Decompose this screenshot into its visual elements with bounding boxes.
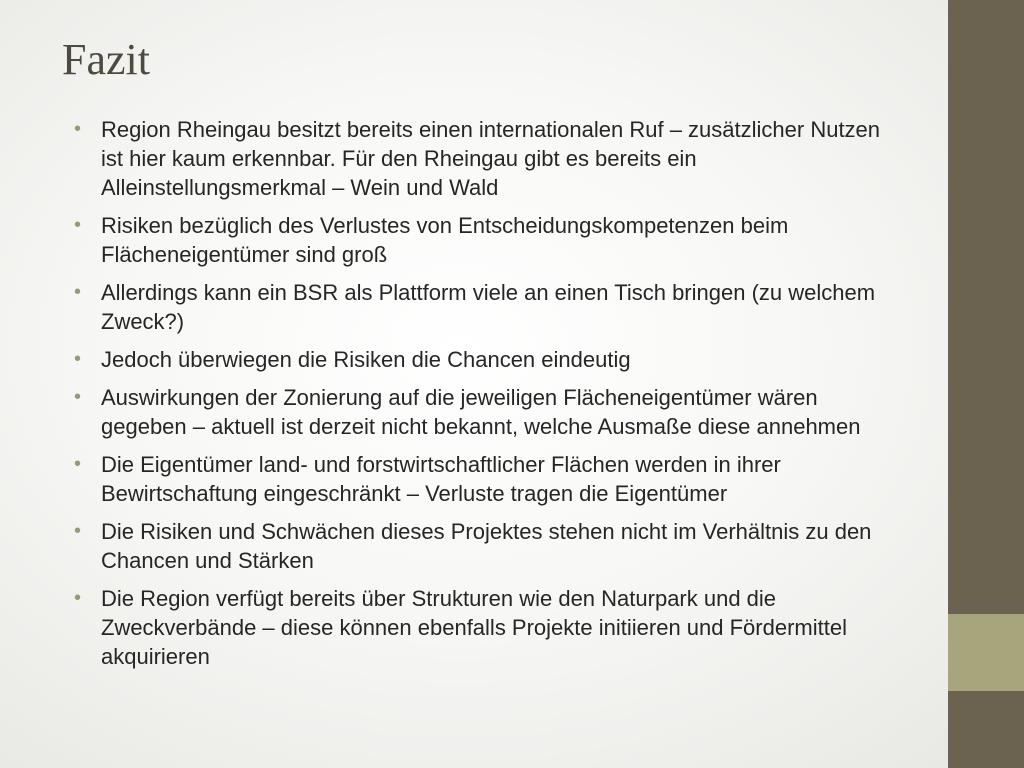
bullet-item: [72, 211, 892, 269]
bullet-icon: •: [74, 214, 82, 236]
bullet-text: Die Region verfügt bereits über Strukturen wie den Naturpark und die Zweckverbände – diese können ebenfalls Projekte initiieren und Fördermittel akquirieren: [101, 586, 847, 669]
bullet-icon: •: [74, 386, 82, 408]
bullet-icon: •: [74, 587, 82, 609]
bullet-text: Risiken bezüglich des Verlustes von Entscheidungskompetenzen beim Flächeneigentümer sind groß: [101, 213, 789, 267]
bullet-item: [72, 115, 892, 202]
bullet-item: [72, 383, 892, 441]
bullet-icon: •: [74, 520, 82, 542]
bullet-text: Auswirkungen der Zonierung auf die jeweiligen Flächeneigentümer wären gegeben – aktuell ist derzeit nicht bekannt, welche Ausmaße diese annehmen: [101, 385, 861, 439]
bullet-text: Die Risiken und Schwächen dieses Projektes stehen nicht im Verhältnis zu den Chancen und Stärken: [101, 519, 872, 573]
bullet-icon: •: [74, 348, 82, 370]
decorative-side-accent: [948, 614, 1024, 691]
bullet-icon: •: [74, 281, 82, 303]
bullet-text: Region Rheingau besitzt bereits einen internationalen Ruf – zusätzlicher Nutzen ist hier kaum erkennbar. Für den Rheingau gibt es bereits ein Alleinstellungsmerkmal – Wein und Wald: [101, 117, 881, 200]
bullet-icon: •: [74, 453, 82, 475]
bullet-item: [72, 278, 892, 336]
bullet-item: [72, 517, 892, 575]
bullet-text: Allerdings kann ein BSR als Plattform viele an einen Tisch bringen (zu welchem Zweck?): [101, 280, 876, 334]
bullet-list: [72, 115, 892, 680]
bullet-item: [72, 584, 892, 671]
bullet-icon: •: [74, 118, 82, 140]
bullet-item: [72, 450, 892, 508]
bullet-text: Jedoch überwiegen die Risiken die Chancen eindeutig: [101, 347, 631, 372]
bullet-text: Die Eigentümer land- und forstwirtschaftlicher Flächen werden in ihrer Bewirtschaftung eingeschränkt – Verluste tragen die Eigentümer: [101, 452, 781, 506]
slide-title: Fazit: [62, 35, 150, 84]
bullet-item: [72, 345, 892, 374]
